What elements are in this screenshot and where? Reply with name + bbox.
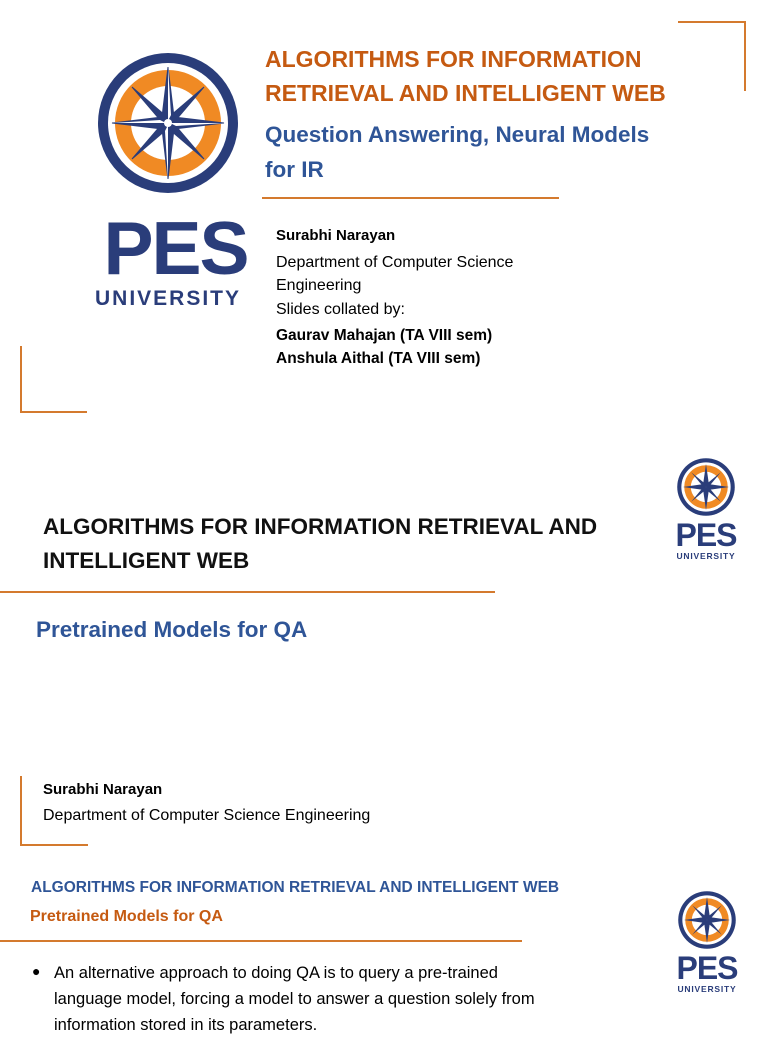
author-name: Surabhi Narayan [276,227,396,244]
course-title: ALGORITHMS FOR INFORMATION RETRIEVAL AND INTELLIGENT WEB [43,514,598,573]
course-title: ALGORITHMS FOR INFORMATION RETRIEVAL AND INTELLIGENT WEB [31,879,560,896]
ta-name-2: Anshula Aithal (TA VIII sem) [276,350,481,367]
lecture-title: Question Answering, Neural Models for IR [265,122,650,182]
section-title: Pretrained Models for QA [36,617,308,642]
university-logo-text: UNIVERSITY [94,287,242,310]
collated-label: Slides collated by: [276,301,405,318]
pes-logo-small-text: PES [675,517,737,553]
pes-logo-text: PES [103,206,248,290]
title-slide [0,0,768,430]
corner-bracket-bottom-left-h [20,411,87,413]
corner-bracket-left-h [20,844,88,846]
corner-bracket-top-right-h [678,21,746,23]
title-underline [0,940,522,942]
ta-name-1: Gaurav Mahajan (TA VIII sem) [276,327,493,344]
course-title: ALGORITHMS FOR INFORMATION RETRIEVAL AND INTELLIGENT WEB [265,46,666,106]
content-slide [0,860,768,1034]
department-name: Department of Computer Science Engineering [276,254,514,294]
pes-logo-small-text: PES [676,950,738,986]
title-underline [0,591,495,593]
compass-logo-small-icon [676,457,736,517]
bullet-icon: ● [32,963,41,979]
compass-logo-icon [95,50,241,196]
section-title: Pretrained Models for QA [30,908,223,925]
university-logo-small-text: UNIVERSITY [676,551,736,561]
corner-bracket-bottom-left-v [20,346,22,413]
section-slide [0,430,768,860]
department-name: Department of Computer Science Engineering [43,807,371,824]
bullet-text: An alternative approach to doing QA is to query a pre-trained language model, forcing a model to answer a question solely from information stored in its parameters. [54,964,535,1034]
corner-bracket-top-right-v [744,21,746,91]
university-logo-small-text: UNIVERSITY [677,984,737,994]
corner-bracket-left-v [20,776,22,846]
author-name: Surabhi Narayan [43,781,163,798]
title-underline [262,197,559,199]
compass-logo-small-icon [677,890,737,950]
